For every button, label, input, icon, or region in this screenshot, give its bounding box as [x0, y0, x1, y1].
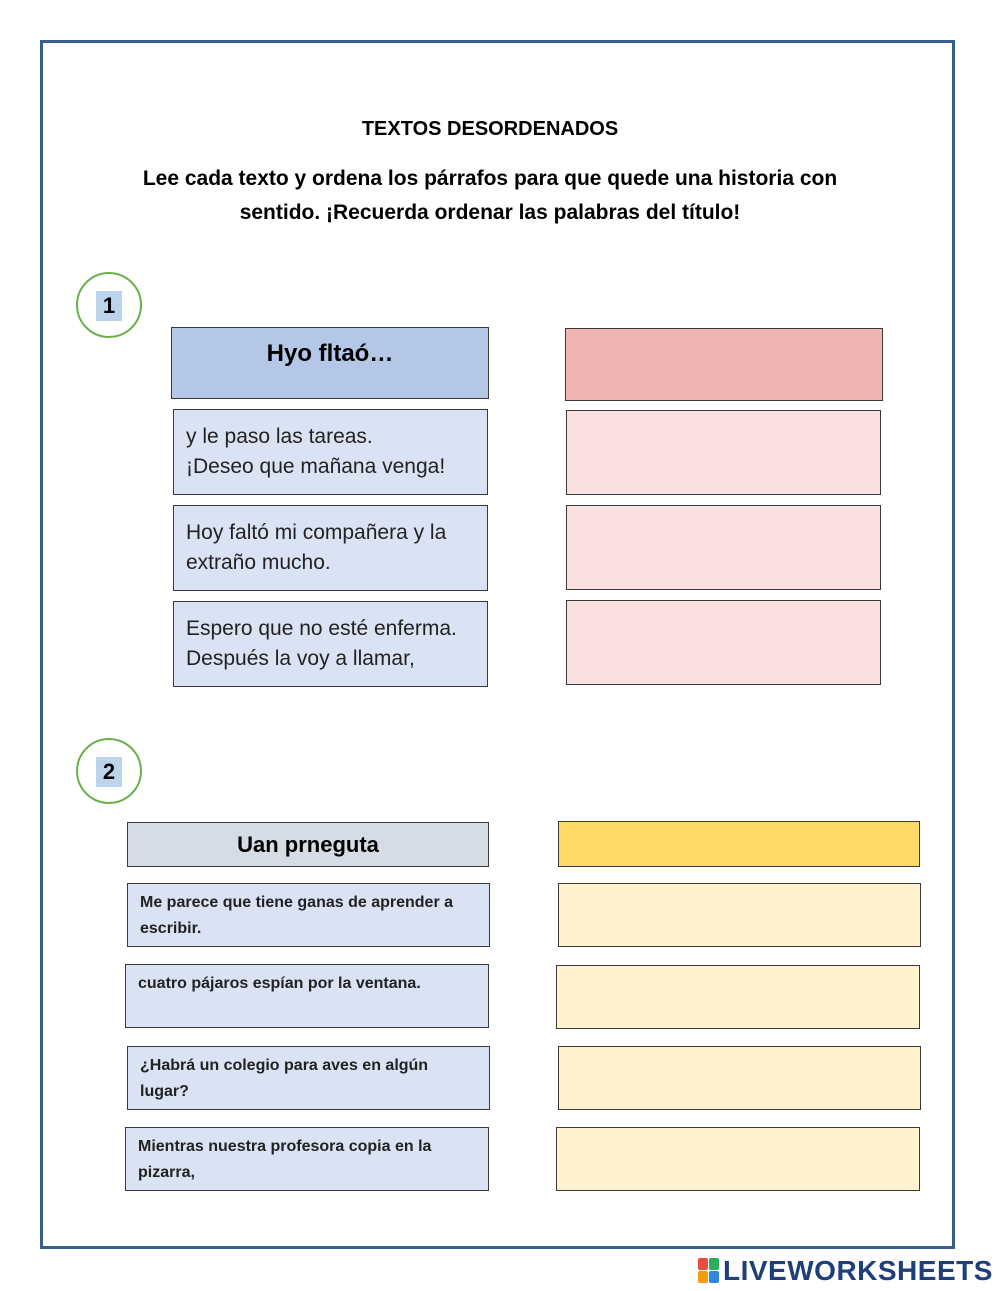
exercise-2-scrambled-title[interactable]: Uan prneguta [127, 822, 489, 867]
exercise-2-dropzone-4[interactable] [556, 1127, 920, 1191]
exercise-1-card-3[interactable] [173, 601, 488, 687]
card-text: Me parece que tiene ganas de aprender a escribir. [140, 894, 454, 937]
exercise-2-dropzone-2[interactable] [556, 965, 920, 1029]
card-text: y le paso las tareas. ¡Deseo que mañana venga! [186, 425, 446, 478]
exercise-2-title-dropzone[interactable] [558, 821, 920, 867]
exercise-1-dropzone-2[interactable] [566, 505, 881, 590]
exercise-2-number: 2 [96, 757, 122, 787]
liveworksheets-logo-icon [698, 1258, 720, 1284]
exercise-2-card-4[interactable] [125, 1127, 489, 1191]
card-text: ¿Habrá un colegio para aves en algún lugar? [140, 1057, 429, 1100]
liveworksheets-logo-text: LIVEWORKSHEETS [723, 1255, 993, 1286]
exercise-2-card-3[interactable] [127, 1046, 490, 1110]
instructions-text: Lee cada texto y ordena los párrafos para que quede una historia con sentido. ¡Recuerda ordenar las palabras del título! [142, 167, 838, 224]
card-text: Hoy faltó mi compañera y la extraño mucho. [186, 521, 447, 574]
exercise-1-card-2[interactable] [173, 505, 488, 591]
exercise-1-title-dropzone[interactable] [565, 328, 883, 401]
exercise-1-number: 1 [96, 291, 122, 321]
page-title: TEXTOS DESORDENADOS [361, 118, 619, 140]
card-text: cuatro pájaros espían por la ventana. [138, 975, 421, 992]
exercise-1-dropzone-1[interactable] [566, 410, 881, 495]
exercise-1-scrambled-title[interactable]: Hyo fltaó… [171, 327, 489, 399]
card-text: Mientras nuestra profesora copia en la pizarra, [138, 1138, 432, 1181]
exercise-2-dropzone-1[interactable] [558, 883, 921, 947]
liveworksheets-logo[interactable] [698, 1255, 993, 1287]
exercise-1-card-1[interactable] [173, 409, 488, 495]
exercise-2-card-1[interactable] [127, 883, 490, 947]
card-text: Espero que no esté enferma. Después la voy a llamar, [186, 617, 457, 670]
exercise-1-dropzone-3[interactable] [566, 600, 881, 685]
exercise-2-card-2[interactable] [125, 964, 489, 1028]
exercise-2-dropzone-3[interactable] [558, 1046, 921, 1110]
